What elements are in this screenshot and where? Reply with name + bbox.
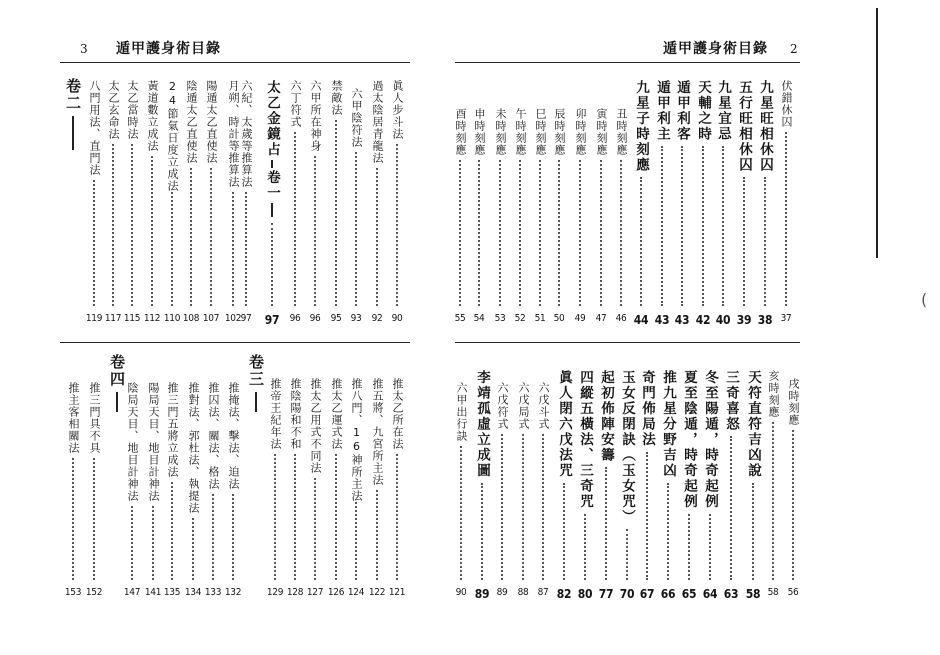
toc-entry: [490, 108, 510, 333]
leader-dots: [522, 434, 524, 580]
toc-entry-page: 133: [204, 587, 222, 598]
toc-entry: [84, 382, 104, 607]
toc-entry-page: 153: [64, 587, 82, 598]
leader-dots: [152, 506, 154, 580]
leader-dots: [539, 160, 541, 306]
toc-entry-title: 24節氣日度立成法: [166, 80, 179, 192]
toc-entry-title: 推太乙用式不同法: [309, 378, 322, 474]
toc-entry: [451, 382, 471, 607]
toc-entry-title: 太乙玄命法: [107, 80, 120, 140]
page-number: 2: [790, 42, 798, 56]
toc-entry-title: 六紀、太歲等推算法: [240, 80, 253, 188]
toc-entry: [367, 80, 387, 333]
toc-entry-page: 52: [514, 313, 526, 324]
toc-entry: [162, 382, 182, 607]
toc-entry-title: 推對法、郭杜法、執提法: [187, 382, 200, 514]
toc-entry-title: 天符直符吉凶說: [745, 370, 761, 479]
leader-dots: [131, 144, 133, 306]
toc-entry: [554, 370, 574, 607]
leader-dots: [646, 452, 648, 581]
toc-entry-title: 推掩法、擊法、迫法: [227, 382, 240, 490]
toc-entry-page: 107: [202, 313, 220, 324]
toc-entry: [305, 80, 325, 333]
toc-entry: [693, 80, 713, 333]
volume-label-vol3: 卷三: [245, 354, 267, 412]
toc-entry-page: 102: [224, 313, 242, 324]
toc-entry-title: 六甲所在神身: [309, 80, 322, 152]
toc-entry: [755, 80, 775, 333]
leader-dots: [335, 120, 337, 306]
toc-entry-title: 九星宜忌: [715, 80, 731, 142]
toc-entry: [262, 80, 282, 333]
leader-dots: [294, 454, 296, 580]
leader-dots: [232, 192, 234, 306]
leader-dots: [722, 146, 724, 306]
toc-entry: [743, 370, 763, 607]
toc-entry: [652, 80, 672, 333]
toc-entry-title: 申時刻應: [473, 108, 486, 156]
toc-entry-page: 49: [574, 313, 586, 324]
toc-entry-page: 121: [388, 587, 406, 598]
toc-entry: [367, 378, 387, 607]
volume-label-vol2: 卷二: [62, 78, 84, 150]
toc-entry-title: 推陰陽和不和: [289, 378, 302, 450]
toc-entry-title: 六丁符式: [289, 80, 302, 128]
toc-entry: [721, 370, 741, 607]
toc-entry-title: 起初佈陣安籌: [598, 370, 614, 463]
leader-dots: [481, 483, 483, 581]
toc-entry-title: 陽局天目、地目計神法: [147, 382, 160, 502]
toc-entry-page: 132: [224, 587, 242, 598]
leader-dots: [620, 160, 622, 306]
toc-entry-title: 過太陰居青龍法: [371, 80, 384, 164]
page-number: 3: [80, 42, 88, 56]
leader-dots: [681, 146, 683, 306]
toc-entry-page: 135: [163, 587, 181, 598]
toc-entry: [591, 108, 611, 333]
toc-entry-title: 推五將、九宮所主法: [371, 378, 384, 486]
toc-entry-page: 122: [368, 587, 386, 598]
toc-entry-title: 推九星分野吉凶: [660, 370, 676, 479]
toc-entry-title: 玉女反閉訣（玉女咒）: [619, 370, 635, 525]
toc-entry: [533, 382, 553, 607]
leader-dots: [626, 529, 628, 580]
header-rule: [60, 62, 410, 63]
toc-entry-title: 亥時刻應: [767, 370, 780, 418]
toc-entry-title: 戌時刻應: [787, 378, 800, 426]
toc-entry: [201, 80, 221, 333]
toc-entry-title: 六甲陰符法: [350, 88, 363, 148]
leader-dots: [579, 160, 581, 306]
toc-entry-title: 酉時刻應: [454, 108, 467, 156]
toc-entry-page: 97: [240, 313, 252, 324]
leader-dots: [112, 144, 114, 306]
leader-dots: [212, 494, 214, 580]
toc-entry: [549, 108, 569, 333]
toc-entry-title: 天輔之時: [695, 80, 711, 142]
toc-entry-page: 58: [767, 587, 779, 598]
leader-dots: [772, 422, 774, 580]
toc-entry-page: 87: [537, 587, 549, 598]
toc-entry-page: 67: [639, 587, 655, 601]
toc-entry-title: 推帝王紀年法: [269, 378, 282, 450]
toc-entry-title: 六戊局式: [517, 382, 530, 430]
toc-entry: [84, 80, 104, 333]
leader-dots: [792, 430, 794, 580]
toc-entry-page: 90: [391, 313, 403, 324]
toc-entry-page: 127: [306, 587, 324, 598]
leader-dots: [661, 146, 663, 306]
toc-entry: [203, 382, 223, 607]
toc-entry-page: 51: [534, 313, 546, 324]
toc-entry-title: 推囚法、關法、格法: [207, 382, 220, 490]
toc-entry: [143, 382, 163, 607]
toc-entry-title: 夏至陰遁，時奇起例: [681, 370, 697, 510]
leader-dots: [605, 467, 607, 580]
leader-dots: [667, 483, 669, 581]
toc-entry-page: 58: [745, 587, 761, 601]
toc-entry-title: 推主客相關法: [67, 382, 80, 454]
leader-dots: [702, 146, 704, 306]
leader-dots: [294, 132, 296, 306]
toc-entry-page: 47: [595, 313, 607, 324]
toc-entry-page: 115: [123, 313, 141, 324]
toc-entry-page: 77: [598, 587, 614, 601]
leader-dots: [192, 518, 194, 580]
leader-dots: [314, 156, 316, 306]
section-divider: [455, 342, 800, 343]
toc-entry-title: 遁甲利主: [654, 80, 670, 142]
leader-dots: [519, 160, 521, 306]
toc-entry: [472, 370, 492, 607]
toc-entry-page: 38: [757, 313, 773, 327]
page-title: 遁甲護身術目錄: [663, 41, 768, 57]
toc-entry: [672, 80, 692, 333]
toc-entry: [285, 80, 305, 333]
toc-entry: [63, 382, 83, 607]
toc-entry-page: 134: [184, 587, 202, 598]
toc-entry-title: 奇門佈局法: [639, 370, 655, 448]
toc-entry-page: 89: [474, 587, 490, 601]
toc-entry: [513, 382, 533, 607]
toc-entry-page: 53: [494, 313, 506, 324]
toc-entry: [265, 378, 285, 607]
toc-entry-title: 辰時刻應: [553, 108, 566, 156]
leader-dots: [314, 478, 316, 580]
leader-dots: [542, 434, 544, 580]
toc-entry-page: 141: [144, 587, 162, 598]
toc-entry-title: 李靖孤虛立成圖: [474, 370, 490, 479]
toc-entry-page: 80: [577, 587, 593, 601]
toc-entry-page: 108: [182, 313, 200, 324]
toc-entry-title: 黃道數立成法: [146, 80, 159, 152]
toc-entry-page: 152: [85, 587, 103, 598]
toc-entry-page: 42: [695, 313, 711, 327]
toc-entry-title: 太乙當時法: [126, 80, 139, 140]
toc-entry-title: 三奇喜怒: [723, 370, 739, 432]
leader-dots: [499, 160, 501, 306]
toc-entry-title: 月朔、時計等推算法: [227, 80, 240, 188]
toc-entry-title: 未時刻應: [494, 108, 507, 156]
toc-entry: [305, 378, 325, 607]
toc-entry-page: 65: [681, 587, 697, 601]
leader-dots: [335, 454, 337, 580]
right-page: [455, 0, 940, 655]
volume-label-vol4: 卷四: [106, 354, 128, 412]
toc-entry-title: 六戊斗式: [537, 382, 550, 430]
toc-entry: [510, 108, 530, 333]
toc-entry-page: 66: [660, 587, 676, 601]
binding-edge: [876, 8, 878, 258]
leader-dots: [396, 144, 398, 306]
toc-entry-title: 午時刻應: [514, 108, 527, 156]
toc-entry-title: 推太乙所在法: [391, 378, 404, 450]
toc-entry: [285, 378, 305, 607]
toc-entry: [469, 108, 489, 333]
toc-entry: [763, 370, 783, 607]
toc-entry: [679, 370, 699, 607]
leader-dots: [730, 436, 732, 580]
leader-dots: [72, 458, 74, 580]
toc-entry: [734, 80, 754, 333]
toc-entry-page: 88: [517, 587, 529, 598]
toc-entry-page: 40: [715, 313, 731, 327]
leader-dots: [376, 490, 378, 580]
toc-entry-page: 96: [309, 313, 321, 324]
toc-entry: [181, 80, 201, 333]
toc-entry-title: 陰遁太乙直使法: [185, 80, 198, 164]
leader-dots: [190, 168, 192, 306]
toc-entry-page: 97: [264, 313, 280, 327]
toc-entry: [326, 378, 346, 607]
toc-entry-page: 43: [674, 313, 690, 327]
toc-entry: [713, 80, 733, 333]
toc-entry: [346, 88, 366, 333]
toc-entry-title: 四縱五橫法、三奇咒: [577, 370, 593, 510]
toc-entry-page: 89: [496, 587, 508, 598]
leader-dots: [640, 177, 642, 306]
toc-entry: [162, 80, 182, 333]
toc-entry-page: 37: [780, 313, 792, 324]
leader-dots: [460, 446, 462, 580]
toc-entry: [617, 370, 637, 607]
toc-entry-page: 126: [327, 587, 345, 598]
toc-entry: [223, 382, 243, 607]
toc-entry-title: 丑時刻應: [615, 108, 628, 156]
leader-dots: [764, 177, 766, 306]
volume-label-vol1: 卷一: [264, 169, 280, 201]
toc-entry-title: 九星旺相休囚: [757, 80, 773, 173]
toc-entry-title: 五行旺相休囚: [736, 80, 752, 173]
toc-entry-title: 冬至陽遁，時奇起例: [702, 370, 718, 510]
leader-dots: [785, 132, 787, 306]
toc-entry: [700, 370, 720, 607]
scan-mark: (: [921, 290, 928, 309]
leader-dots: [743, 177, 745, 306]
toc-entry: [776, 80, 796, 333]
toc-entry: [346, 378, 366, 607]
toc-entry-title: 伏錯休囚: [780, 80, 793, 128]
toc-entry-title: 眞人閉六戊法咒: [556, 370, 572, 479]
toc-entry-page: 82: [556, 587, 572, 601]
toc-entry-page: 119: [85, 313, 103, 324]
toc-entry-title: 九星子時刻應: [633, 80, 649, 173]
leader-dots: [688, 514, 690, 581]
toc-entry: [142, 80, 162, 333]
toc-entry-title: 六甲出行訣: [455, 382, 468, 442]
leader-dots: [752, 483, 754, 581]
leader-dots: [355, 502, 357, 580]
leader-dots: [396, 454, 398, 580]
toc-entry: [450, 108, 470, 333]
leader-dots: [558, 160, 560, 306]
leader-dots: [271, 223, 273, 307]
toc-entry: [783, 378, 803, 607]
toc-entry: [530, 108, 550, 333]
toc-entry-page: 96: [289, 313, 301, 324]
toc-entry: [103, 80, 123, 333]
toc-entry: [631, 80, 651, 333]
toc-entry-page: 54: [473, 313, 485, 324]
leader-dots: [709, 514, 711, 581]
toc-entry: [122, 382, 142, 607]
leader-dots: [131, 506, 133, 580]
toc-entry-title: 六戊符式: [496, 382, 509, 430]
toc-entry-page: 147: [123, 587, 141, 598]
toc-entry-title: 陰局天目、地目計神法: [126, 382, 139, 502]
toc-entry-page: 124: [347, 587, 365, 598]
toc-entry: [611, 108, 631, 333]
leader-dots: [355, 152, 357, 306]
leader-dots: [93, 180, 95, 306]
toc-entry-page: 117: [104, 313, 122, 324]
toc-entry: [575, 370, 595, 607]
toc-entry-title: 巳時刻應: [534, 108, 547, 156]
leader-dots: [232, 494, 234, 580]
leader-dots: [584, 514, 586, 581]
header-rule: [455, 62, 800, 63]
toc-entry-page: 70: [619, 587, 635, 601]
toc-entry: [492, 382, 512, 607]
toc-entry: [387, 80, 407, 333]
leader-dots: [93, 458, 95, 580]
toc-entry-title: 遁甲利客: [674, 80, 690, 142]
page-title: 遁甲護身術目錄: [116, 41, 221, 57]
toc-entry-title: 推三門五將立成法: [166, 382, 179, 478]
toc-entry: [326, 80, 346, 333]
toc-entry: [387, 378, 407, 607]
toc-entry-page: 90: [455, 587, 467, 598]
toc-entry-page: 128: [286, 587, 304, 598]
toc-entry-page: 92: [371, 313, 383, 324]
left-page: [0, 0, 455, 655]
leader-dots: [478, 160, 480, 306]
toc-entry-page: 44: [633, 313, 649, 327]
toc-entry-title: 推八門、16神所主法: [350, 378, 363, 502]
toc-entry: [637, 370, 657, 607]
toc-entry: [596, 370, 616, 607]
toc-entry: [183, 382, 203, 607]
toc-entry-page: 110: [163, 313, 181, 324]
toc-entry: [570, 108, 590, 333]
toc-entry: [658, 370, 678, 607]
leader-dots: [563, 483, 565, 581]
leader-dots: [274, 454, 276, 580]
leader-dots: [245, 192, 247, 306]
toc-entry-title: 太乙金鏡占: [264, 80, 280, 158]
toc-entry-page: 129: [266, 587, 284, 598]
leader-dots: [171, 482, 173, 580]
toc-entry-page: 50: [553, 313, 565, 324]
leader-dots: [501, 434, 503, 580]
leader-dots: [171, 192, 173, 306]
toc-entry-page: 64: [702, 587, 718, 601]
toc-entry-title: 推太乙運式法: [330, 378, 343, 450]
toc-entry-page: 63: [723, 587, 739, 601]
toc-entry-title: 八門用法、直門法: [88, 80, 101, 176]
toc-entry-page: 93: [350, 313, 362, 324]
toc-entry-page: 39: [736, 313, 752, 327]
toc-entry-page: 55: [454, 313, 466, 324]
toc-entry: [122, 80, 142, 333]
leader-dots: [151, 156, 153, 306]
toc-entry-title: 卯時刻應: [574, 108, 587, 156]
toc-entry-page: 112: [143, 313, 161, 324]
leader-dots: [600, 160, 602, 306]
toc-entry-page: 43: [654, 313, 670, 327]
toc-entry-page: 95: [330, 313, 342, 324]
leader-dots: [210, 168, 212, 306]
toc-entry-page: 56: [787, 587, 799, 598]
toc-entry-title: 禁敵法: [330, 80, 343, 116]
toc-entry-title: 推三門具不具: [88, 382, 101, 454]
section-divider: [60, 342, 410, 343]
leader-dots: [376, 168, 378, 306]
toc-entry-title: 陽遁太乙直使法: [205, 80, 218, 164]
toc-entry: [223, 80, 243, 333]
leader-dots: [459, 160, 461, 306]
toc-entry-page: 46: [615, 313, 627, 324]
toc-entry-title: 眞人步斗法: [391, 80, 404, 140]
toc-entry-title: 寅時刻應: [595, 108, 608, 156]
